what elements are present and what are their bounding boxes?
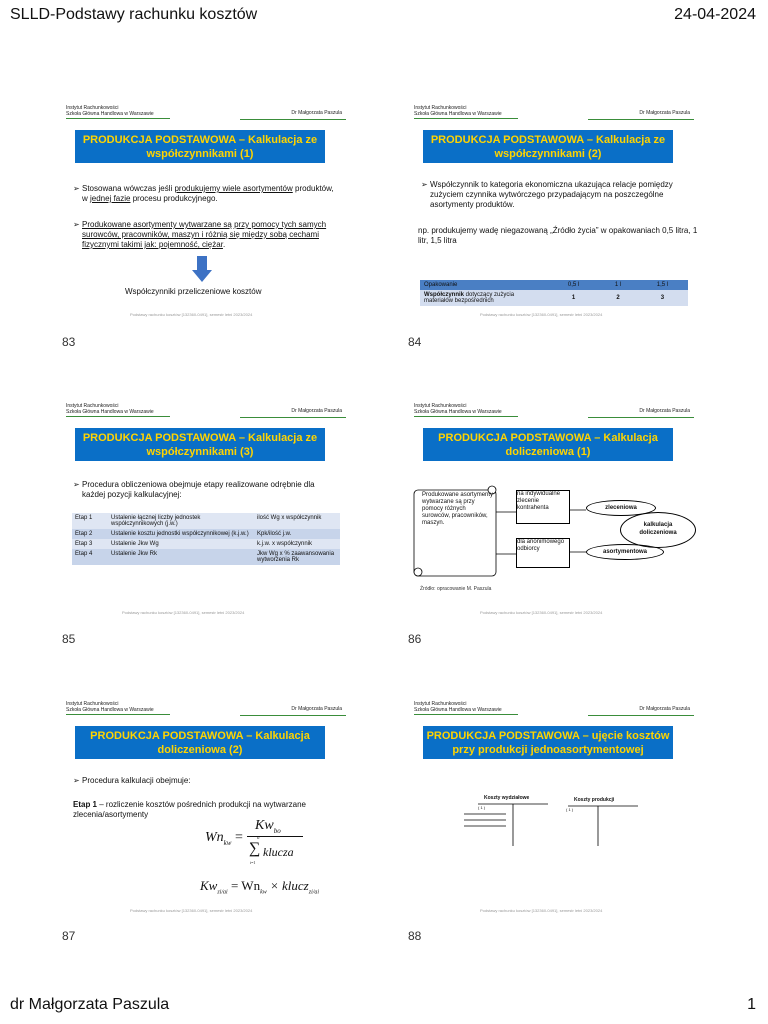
table-row	[72, 539, 340, 549]
slide-title: PRODUKCJA PODSTAWOWA – Kalkulacja ze współczynnikami (2)	[423, 130, 673, 163]
slide-title: PRODUKCJA PODSTAWOWA – Kalkulacja doliczeniowa (2)	[75, 726, 325, 759]
slide-author: Dr Małgorzata Paszula	[639, 408, 690, 414]
table-cell: ilość Wg x współczynnik	[257, 515, 322, 521]
bullet-text: Stosowana wówczas jeśli produkujemy wiele asortymentów produktów, w jednej fazie procesu produkcyjnego.	[82, 184, 334, 203]
order-costing-oval: zleceniowa	[586, 500, 656, 516]
table-cell: 3	[660, 295, 665, 301]
table-cell: Etap 2	[75, 531, 93, 537]
bullet-text: Współczynnik to kategoria ekonomiczna ukazująca relacje pomiędzy zużyciem czynnika wytwórczego przypadającym na poszczególne asortymenty produktów.	[430, 180, 673, 209]
table-cell: Ustalenie kosztu jednostki współczynnikowej (k.j.w.)	[111, 531, 249, 537]
slide-84	[408, 100, 700, 318]
slide-title: PRODUKCJA PODSTAWOWA – Kalkulacja ze współczynnikami (1)	[75, 130, 325, 163]
bullet-arrow: ➢	[421, 180, 428, 189]
slide-footnote: Podstawy rachunku kosztów [132360-0491], semestr letni 2023/2024	[130, 908, 253, 913]
assortment-costing-oval: asortymentowa	[586, 544, 664, 560]
bullet-text: Procedura kalkulacji obejmuje:	[82, 776, 191, 785]
slide-number: 87	[62, 929, 76, 943]
source-note: Źródło: opracowanie M. Paszula	[420, 586, 492, 592]
bullet-text: Produkowane asortymenty wytwarzane są przy pomocy tych samych surowców, pracowników, maszyn i różnią się między sobą cechami fizycznymi takimi jak: pojemność, ciężar.	[82, 220, 327, 249]
slide-title: PRODUKCJA PODSTAWOWA – Kalkulacja ze współczynnikami (3)	[75, 428, 325, 461]
entry-marker: ( 1 )	[566, 807, 574, 812]
slide-83	[60, 100, 352, 318]
entry-marker: ( 1 )	[478, 805, 486, 810]
bullet-text: Procedura obliczeniowa obejmuje etapy realizowane odrębnie dla każdej pozycji kalkulacyjnej:	[82, 480, 315, 499]
slide-footnote: Podstawy rachunku kosztów [132360-0491], semestr letni 2023/2024	[480, 610, 603, 615]
stage-text: Etap 1 – rozliczenie kosztów pośrednich produkcji na wytwarzane zlecenia/asortymenty	[73, 800, 307, 819]
bullet-arrow: ➢	[73, 220, 80, 229]
table-cell: 2	[616, 295, 620, 301]
slide-author: Dr Małgorzata Paszula	[639, 706, 690, 712]
table-header: 0,5 l	[567, 282, 580, 288]
table-row	[72, 513, 340, 529]
table-cell: Kpk/ilość j.w.	[257, 531, 292, 537]
table-cell: 1	[571, 295, 576, 301]
example-text: np. produkujemy wadę niegazowaną „Źródło życia” w opakowaniach 0,5 litra, 1 litr, 1,5 litra	[418, 226, 698, 245]
table-cell: Ustalenie łącznej liczby jednostek współczynnikowych (j.w.)	[111, 515, 201, 527]
document-footer-page: 1	[747, 996, 756, 1013]
slide-85	[60, 398, 352, 616]
table-header: Opakowanie	[424, 282, 458, 288]
institute-label: Instytut Rachunkowości Szkoła Główna Handlowa w Warszawie	[414, 403, 502, 415]
document-header-title: SLLD-Podstawy rachunku kosztów	[10, 6, 258, 23]
additive-costing-oval: kalkulacja doliczeniowa	[620, 512, 696, 548]
slide-number: 84	[408, 335, 422, 349]
table-header: 1,5 l	[656, 282, 669, 288]
slide-footnote: Podstawy rachunku kosztów [132360-0491], semestr letni 2023/2024	[480, 312, 603, 317]
slide-author: Dr Małgorzata Paszula	[291, 408, 342, 414]
bullet-arrow: ➢	[73, 776, 80, 785]
coefficient-table	[420, 280, 688, 306]
table-row	[72, 529, 340, 539]
slide-author: Dr Małgorzata Paszula	[291, 110, 342, 116]
slide-number: 86	[408, 632, 422, 646]
formula-kw: $Kw_{zi/ai} = Wn_{kw}$ × klucz$_{zi/ai}$	[200, 878, 320, 896]
down-arrow-icon	[192, 256, 212, 282]
slide-footnote: Podstawy rachunku kosztów [132360-0491], semestr letni 2023/2024	[480, 908, 603, 913]
slide-number: 83	[62, 335, 76, 349]
slide-number: 88	[408, 929, 422, 943]
slide-87: Instytut Rachunkowości Szkoła Główna Handlowa w Warszawie Dr Małgorzata Paszula PRODUKCJA PODSTAWOWA – Kalkulacja doliczeniowa (2) ➢ Procedura kalkulacji obejmuje: Etap 1 – rozliczenie kosztów pośrednich produkcji na wytwarzane zlecenia/asortymenty $Wn_{kw}$ = $Kw_{bo}$ n ∑ klucza i=1 $Kw_{zi/ai} = Wn_{kw}$ × klucz$_{zi/ai}$ Podstawy rachunku kosztów [132360-0491], semestr letni 2023/2024	[60, 696, 352, 914]
institute-label: Instytut Rachunkowości Szkoła Główna Handlowa w Warszawie	[66, 403, 154, 415]
table-row	[72, 549, 340, 565]
slide-86	[408, 398, 700, 616]
bullet-arrow: ➢	[73, 480, 80, 489]
slide-title: PRODUKCJA PODSTAWOWA – Kalkulacja doliczeniowa (1)	[423, 428, 673, 461]
slide-number: 85	[62, 632, 76, 646]
table-cell: Etap 1	[75, 515, 93, 521]
procedure-table	[72, 513, 340, 565]
institute-label: Instytut Rachunkowości Szkoła Główna Handlowa w Warszawie	[414, 105, 502, 117]
table-cell: Jkw Wg x % zaawansowania wytworzenia Rk	[257, 551, 335, 563]
scroll-text: Produkowane asortymenty wytwarzane są przy pomocy różnych surowców, pracowników, maszyn.	[422, 492, 494, 526]
institute-label: Instytut Rachunkowości Szkoła Główna Handlowa w Warszawie	[414, 701, 502, 713]
account-label: Koszty wydziałowe	[484, 795, 530, 801]
institute-label: Instytut Rachunkowości Szkoła Główna Handlowa w Warszawie	[66, 701, 154, 713]
slide-footnote: Podstawy rachunku kosztów [132360-0491], semestr letni 2023/2024	[130, 312, 253, 317]
slide-author: Dr Małgorzata Paszula	[291, 706, 342, 712]
bullet-arrow: ➢	[73, 184, 80, 193]
slide-88	[408, 696, 700, 914]
slide-title: PRODUKCJA PODSTAWOWA – ujęcie kosztów przy produkcji jednoasortymentowej	[423, 726, 673, 759]
document-header-date: 24-04-2024	[674, 6, 756, 23]
table-cell: Ustalenie Jkw Rk	[111, 551, 158, 557]
table-header: 1 l	[614, 282, 622, 288]
table-cell: Ustalenie Jkw Wg	[111, 541, 159, 547]
institute-label: Instytut Rachunkowości Szkoła Główna Handlowa w Warszawie	[66, 105, 154, 117]
custom-order-box: na indywidualne zlecenie kontrahenta	[516, 490, 570, 524]
table-cell: Etap 3	[75, 541, 93, 547]
slide-footnote: Podstawy rachunku kosztów [132360-0491], semestr letni 2023/2024	[122, 610, 245, 615]
account-label: Koszty produkcji	[574, 797, 615, 803]
table-cell: Etap 4	[75, 551, 93, 557]
table-cell: k.j.w. x współczynnik	[257, 541, 313, 547]
anonymous-buyer-box: dla anonimowego odbiorcy	[516, 538, 570, 568]
t-accounts	[458, 800, 658, 850]
slide-author: Dr Małgorzata Paszula	[639, 110, 690, 116]
bottom-caption: Współczynniki przeliczeniowe kosztów	[125, 287, 262, 296]
document-footer-author: dr Małgorzata Paszula	[10, 996, 170, 1013]
table-cell: Współczynnik dotyczący zużycia materiałów bezpośrednich	[424, 292, 515, 304]
